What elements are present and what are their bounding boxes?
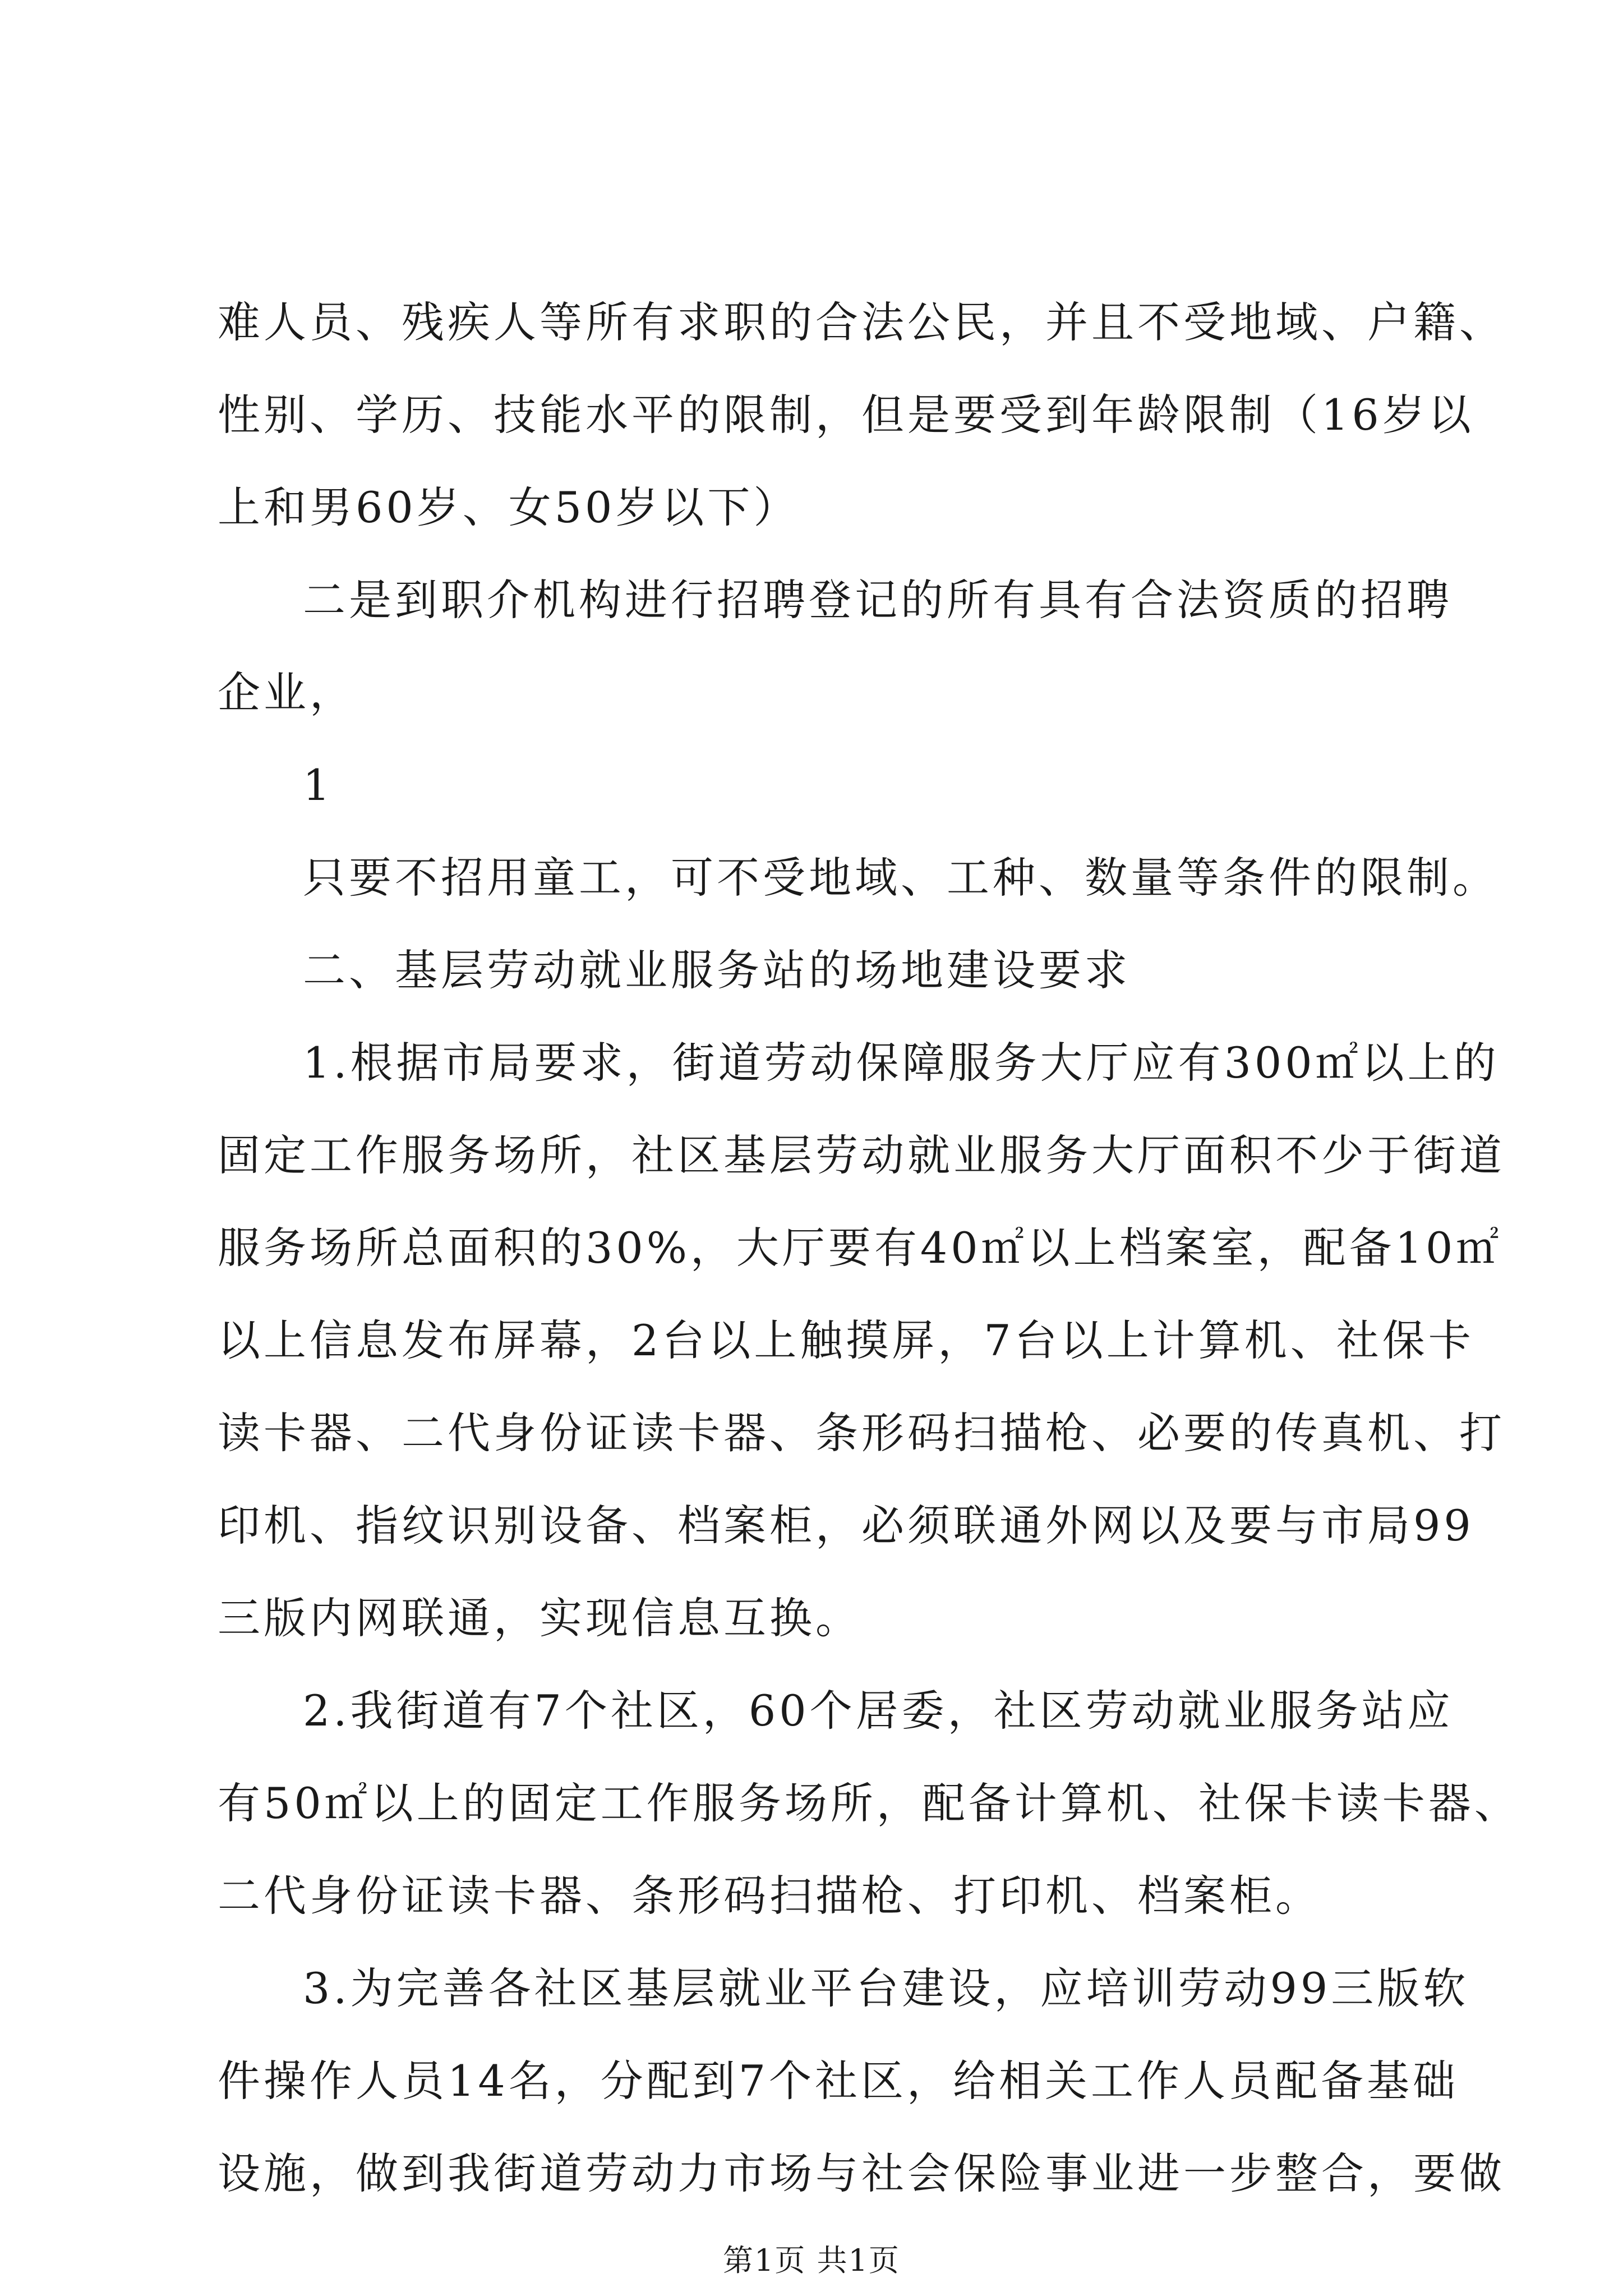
text-line: 三版内网联通，实现信息互换。 bbox=[218, 1593, 861, 1643]
text-line: 二是到职介机构进行招聘登记的所有具有合法资质的招聘 bbox=[303, 575, 1453, 625]
page-footer: 第1页 共1页 bbox=[723, 2243, 900, 2278]
text-line: 读卡器、二代身份证读卡器、条形码扫描枪、必要的传真机、打 bbox=[218, 1408, 1505, 1458]
page-number-inline: 1 bbox=[303, 760, 334, 810]
text-line: 性别、学历、技能水平的限制，但是要受到年龄限制（16岁以 bbox=[218, 390, 1474, 440]
section-heading: 二、基层劳动就业服务站的场地建设要求 bbox=[303, 945, 1131, 995]
text-line: 上和男60岁、女50岁以下） bbox=[218, 482, 800, 532]
text-line: 2.我街道有7个社区，60个居委，社区劳动就业服务站应 bbox=[303, 1686, 1454, 1736]
text-line: 件操作人员14名，分配到7个社区，给相关工作人员配备基础 bbox=[218, 2056, 1459, 2106]
text-line: 二代身份证读卡器、条形码扫描枪、打印机、档案柜。 bbox=[218, 1871, 1321, 1921]
text-line: 企业， bbox=[218, 668, 356, 717]
text-line: 3.为完善各社区基层就业平台建设，应培训劳动99三版软 bbox=[303, 1963, 1469, 2013]
text-line: 服务场所总面积的30%，大厅要有40㎡以上档案室，配备10㎡ bbox=[218, 1223, 1502, 1273]
text-line: 有50㎡以上的固定工作服务场所，配备计算机、社保卡读卡器、 bbox=[218, 1778, 1520, 1828]
text-line: 设施，做到我街道劳动力市场与社会保险事业进一步整合，要做 bbox=[218, 2148, 1505, 2198]
text-line: 难人员、残疾人等所有求职的合法公民，并且不受地域、户籍、 bbox=[218, 297, 1505, 347]
text-line: 固定工作服务场所，社区基层劳动就业服务大厅面积不少于街道 bbox=[218, 1130, 1505, 1180]
text-line: 以上信息发布屏幕，2台以上触摸屏，7台以上计算机、社保卡 bbox=[218, 1315, 1474, 1365]
text-line: 印机、指纹识别设备、档案柜，必须联通外网以及要与市局99 bbox=[218, 1501, 1474, 1550]
text-line: 1.根据市局要求，街道劳动保障服务大厅应有300㎡以上的 bbox=[303, 1038, 1500, 1088]
text-line: 只要不招用童工，可不受地域、工种、数量等条件的限制。 bbox=[303, 853, 1498, 903]
